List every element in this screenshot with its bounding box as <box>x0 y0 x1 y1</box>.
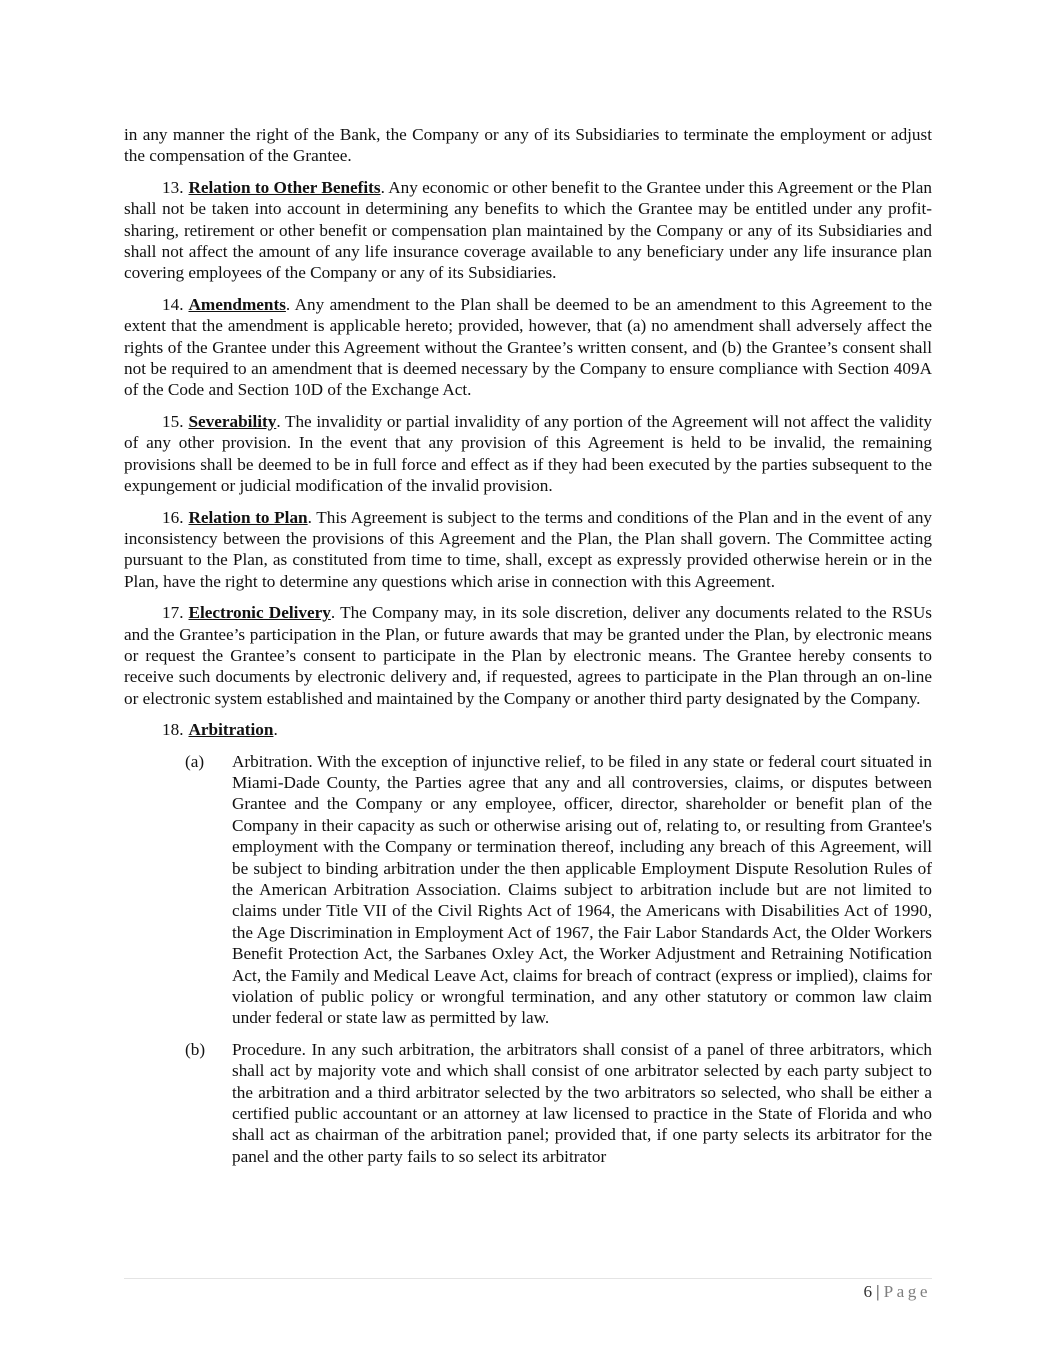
section-body: . The invalidity or partial invalidity of any portion of the Agreement will not affect the validity of any other provision. In the event that any provision of this Agreement is held to be invalid, the remaining provisions shall be deemed to be in full force and effect as if they had been executed by the parties subsequent to the expungement or judicial modification of the invalid provision. <box>124 411 932 496</box>
section-body: . This Agreement is subject to the terms and conditions of the Plan and in the event of any inconsistency between the provisions of this Agreement and the Plan, the Plan shall govern. The Committee acting pursuant to the Plan, as constituted from time to time, shall, except as expressly provided otherwise herein or in the Plan, have the right to determine any questions which arise in connection with this Agreement. <box>124 507 933 591</box>
footer-separator: | <box>876 1282 880 1301</box>
page-footer <box>864 1282 931 1302</box>
subsection-label: (a) <box>185 751 205 771</box>
footer-divider <box>124 1278 932 1279</box>
subsection-text: Procedure. In any such arbitration, the arbitrators shall consist of a panel of three arbitrators, which shall act by majority vote and which shall consist of one arbitrator selected by each party subject to the arbitration and a third arbitrator selected by the two arbitrators so selected, who shall be either a certified public accountant or an attorney at law licensed to practice in the State of Florida and who shall act as chairman of the arbitration panel; provided that, if one party selects its arbitrator for the panel and the other party fails to so select its arbitrator <box>232 1039 932 1166</box>
section-15 <box>124 411 932 497</box>
section-number: 17. <box>162 603 184 623</box>
section-14 <box>124 294 932 401</box>
subsection-text: Arbitration. With the exception of injunctive relief, to be filed in any state or federal court situated in Miami-Dade County, the Parties agree that any and all controversies, claims, or disputes between Grantee and the Company or any employee, officer, director, shareholder or benefit plan of the Company in their capacity as such or otherwise arising out of, relating to, or resulting from Grantee's employment with the Company or termination thereof, including any breach of this Agreement, will be subject to binding arbitration under the then applicable Employment Dispute Resolution Rules of the American Arbitration Association. Claims subject to arbitration include but are not limited to claims under Title VII of the Civil Rights Act of 1964, the Americans with Disabilities Act of 1990, the Age Discrimination in Employment Act of 1967, the Fair Labor Standards Act, the Older Workers Benefit Protection Act, the Sarbanes Oxley Act, the Worker Adjustment and Retraining Notification Act, the Family and Medical Leave Act, claims for breach of contract (express or implied), claims for violation of public policy or wrongful termination, and any other statutory or common law claim under federal or state law as permitted by law. <box>232 751 932 1028</box>
section-body: . Any economic or other benefit to the Grantee under this Agreement or the Plan shall not be taken into account in determining any benefits to which the Grantee may be entitled under any profit-sharing, retirement or other benefit or compensation plan maintained by the Company or any of its Subsidiaries and shall not affect the amount of any life insurance coverage available to any beneficiary under any life insurance plan covering employees of the Company or any of its Subsidiaries. <box>124 177 932 283</box>
section-number: 16. <box>162 507 184 527</box>
section-heading: Relation to Plan <box>188 507 308 527</box>
page-label: Page <box>883 1282 931 1301</box>
section-heading: Electronic Delivery <box>188 603 331 623</box>
section-number: 14. <box>162 294 184 314</box>
continuation-paragraph: in any manner the right of the Bank, the Company or any of its Subsidiaries to terminate the employment or adjust the compensation of the Grantee. <box>124 125 932 166</box>
document-page <box>124 124 932 1177</box>
section-heading: Amendments <box>188 294 286 314</box>
section-heading: Arbitration <box>188 720 274 740</box>
section-body: . The Company may, in its sole discretion, deliver any documents related to the RSUs and the Grantee’s participation in the Plan, or future awards that may be granted under the Plan, by electronic means or request the Grantee’s consent to participate in the Plan by electronic means. The Grantee hereby consents to receive such documents by electronic delivery and, if requested, agrees to participate in the Plan through an on-line or electronic system established and maintained by the Company or another third party designated by the Company. <box>124 603 932 708</box>
page-number: 6 <box>863 1282 873 1301</box>
subsection-label: (b) <box>185 1039 206 1059</box>
section-17 <box>124 602 932 709</box>
section-number: 18. <box>162 720 184 740</box>
section-body: . Any amendment to the Plan shall be deemed to be an amendment to this Agreement to the extent that the amendment is applicable hereto; provided, however, that (a) no amendment shall adversely affect the rights of the Grantee under this Agreement without the Grantee’s written consent, and (b) the Grantee’s consent shall not be required to an amendment that is deemed necessary by the Company to ensure compliance with Section 409A of the Code and Section 10D of the Exchange Act. <box>124 294 932 400</box>
section-number: 13. <box>162 177 184 197</box>
section-number: 15. <box>162 411 184 431</box>
section-18 <box>124 719 932 740</box>
section-heading: Relation to Other Benefits <box>188 177 381 197</box>
section-16 <box>124 507 932 593</box>
section-heading: Severability <box>188 411 277 431</box>
section-body: . <box>273 720 278 740</box>
subsection-b <box>124 1039 932 1167</box>
subsection-a <box>124 751 932 1029</box>
section-13 <box>124 177 932 284</box>
